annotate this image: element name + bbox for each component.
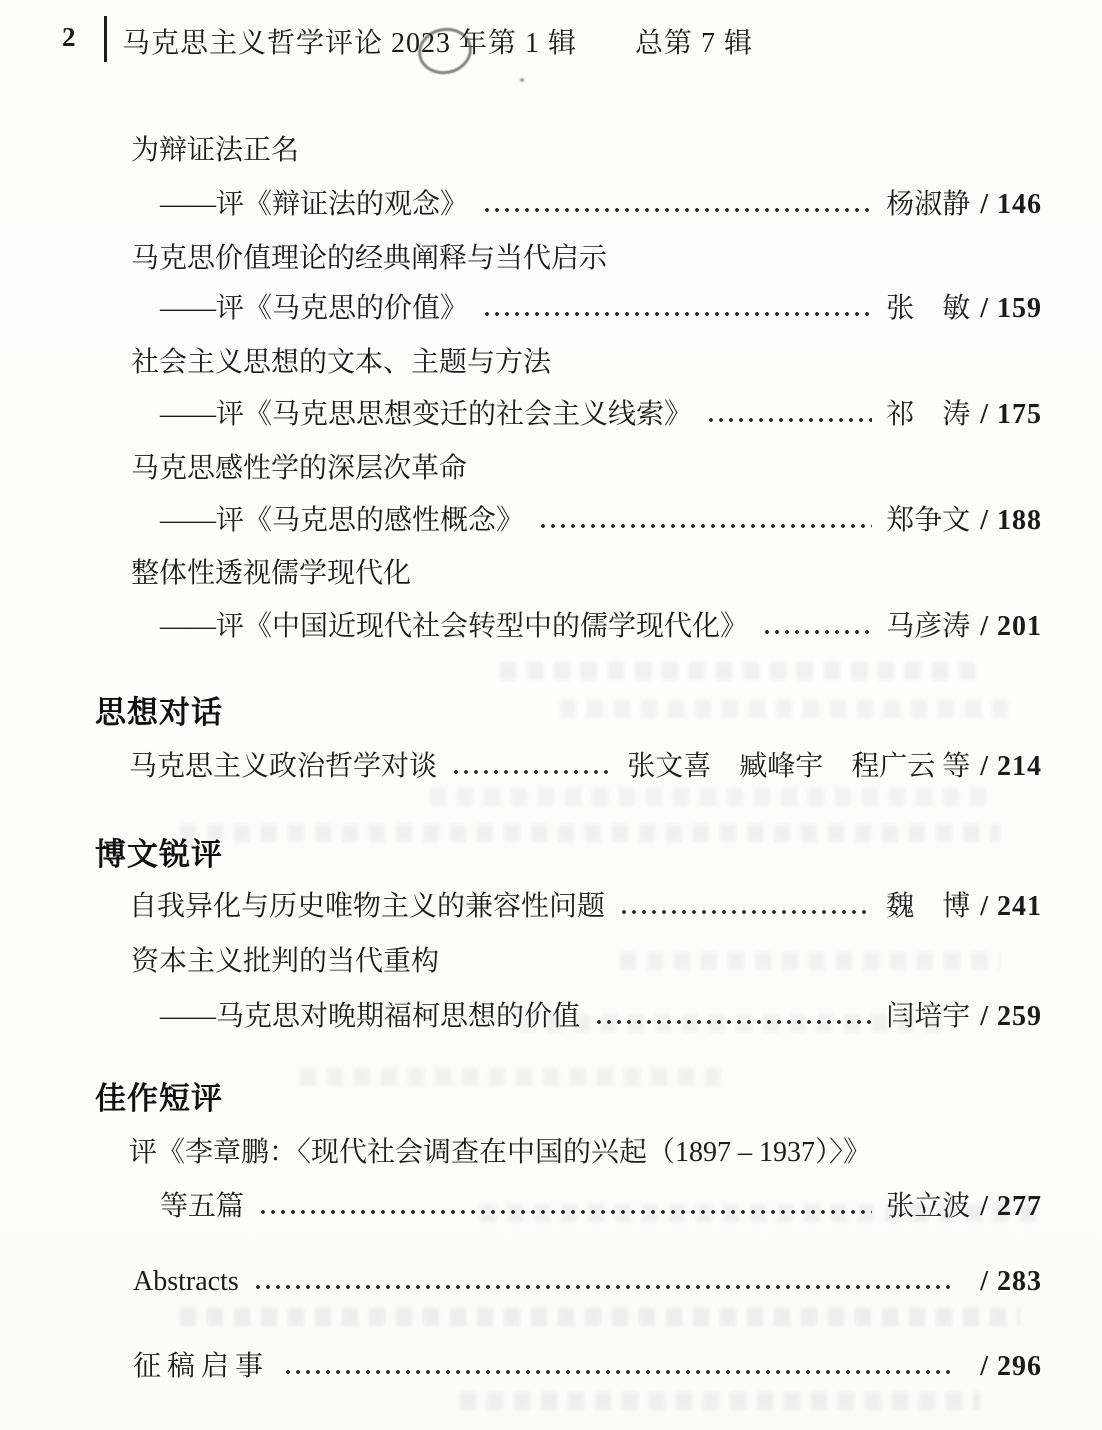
toc-article-subtitle: [160, 608, 1042, 646]
toc-article-title: [131, 943, 1042, 981]
dot-leader: [538, 522, 872, 530]
toc-page-ref: / 277: [980, 1191, 1042, 1222]
toc-section-heading: [95, 694, 223, 732]
toc-title-text: 社会主义思想的文本、主题与方法: [131, 347, 552, 378]
toc-abstracts-entry: [133, 1263, 1042, 1301]
toc-article-subtitle: [160, 998, 1042, 1036]
toc-author: 祁 涛: [886, 399, 971, 430]
toc-article-title: [131, 240, 1042, 278]
toc-call-for-papers-entry: [133, 1348, 1042, 1386]
toc-author: 郑争文: [886, 505, 971, 536]
dot-leader: [619, 908, 872, 916]
toc-page-ref: / 146: [980, 189, 1042, 220]
toc-article-title: [131, 344, 1042, 382]
dot-leader: [482, 310, 872, 318]
toc-author: 张 敏: [886, 293, 971, 324]
toc-section-text: 博文锐评: [95, 837, 223, 872]
toc-article-title: [129, 1134, 1042, 1172]
bleedthrough-artifact: [180, 1308, 1020, 1326]
dot-leader: [258, 1208, 872, 1216]
toc-article-subtitle: [160, 1188, 1042, 1226]
toc-page-ref: / 188: [980, 505, 1042, 536]
toc-title-text: 为辩证法正名: [131, 135, 300, 166]
toc-article-title: [131, 132, 1042, 170]
dot-leader: [706, 416, 872, 424]
toc-section-text: 思想对话: [95, 695, 223, 730]
header-divider-rule: [104, 16, 107, 62]
toc-subtitle-text: ——评《马克思的价值》: [160, 293, 469, 324]
toc-title-text: 整体性透视儒学现代化: [131, 558, 412, 589]
toc-article-title: [131, 555, 1042, 593]
dot-leader: [762, 628, 872, 636]
toc-title-text: 资本主义批判的当代重构: [131, 946, 440, 977]
toc-page-ref: / 296: [980, 1351, 1042, 1382]
journal-title: 马克思主义哲学评论 2023 年第 1 辑 总第 7 辑: [122, 28, 754, 59]
toc-subtitle-text: ——评《辩证法的观念》: [160, 189, 469, 220]
toc-title-text: 自我异化与历史唯物主义的兼容性问题: [129, 891, 606, 922]
toc-author: 闫培宇: [886, 1001, 971, 1032]
toc-page-ref: / 201: [980, 611, 1042, 642]
toc-title-text: 马克思感性学的深层次革命: [131, 453, 468, 484]
bleedthrough-artifact: [180, 824, 1000, 842]
toc-article-title: [129, 888, 1042, 926]
toc-subtitle-text: ——马克思对晚期福柯思想的价值: [160, 1001, 581, 1032]
toc-article-subtitle: [160, 396, 1042, 434]
toc-subtitle-text: 等五篇: [160, 1191, 245, 1222]
toc-page-ref: / 283: [980, 1266, 1042, 1297]
toc-article-subtitle: [160, 186, 1042, 224]
dot-leader: [482, 206, 872, 214]
bleedthrough-artifact: [560, 700, 1010, 718]
toc-title-text: 马克思主义政治哲学对谈: [129, 751, 438, 782]
toc-article-title: [131, 450, 1042, 488]
toc-page-ref: / 175: [980, 399, 1042, 430]
toc-section-heading: [95, 836, 223, 874]
toc-section-text: 佳作短评: [95, 1081, 223, 1116]
dot-leader: [253, 1283, 956, 1291]
toc-title-text: Abstracts: [133, 1266, 239, 1297]
toc-author: 杨淑静: [886, 189, 971, 220]
toc-page-ref: / 259: [980, 1001, 1042, 1032]
toc-page-ref: / 241: [980, 891, 1042, 922]
dot-leader: [594, 1018, 872, 1026]
bleedthrough-artifact: [500, 662, 980, 680]
bleedthrough-artifact: [460, 1392, 980, 1410]
toc-subtitle-text: ——评《马克思思想变迁的社会主义线索》: [160, 399, 693, 430]
page-number: 2: [62, 22, 76, 52]
toc-page-ref: / 214: [980, 751, 1042, 782]
bleedthrough-artifact: [300, 1068, 720, 1086]
toc-author: 马彦涛: [886, 611, 971, 642]
toc-subtitle-text: ——评《中国近现代社会转型中的儒学现代化》: [160, 611, 749, 642]
bleedthrough-artifact: [430, 788, 990, 806]
toc-article-subtitle: [160, 502, 1042, 540]
toc-title-text: 征稿启事: [133, 1351, 270, 1382]
toc-section-heading: [95, 1080, 223, 1118]
toc-article-title: [129, 748, 1042, 786]
toc-title-text: 马克思价值理论的经典阐释与当代启示: [131, 243, 608, 274]
toc-article-subtitle: [160, 290, 1042, 328]
dot-leader: [283, 1368, 956, 1376]
toc-page-ref: / 159: [980, 293, 1042, 324]
toc-author: 张立波: [886, 1191, 971, 1222]
toc-title-text: 评《李章鹏：〈现代社会调查在中国的兴起（1897 – 1937）〉》: [129, 1137, 872, 1168]
running-head: [0, 16, 1102, 68]
dot-leader: [451, 768, 613, 776]
toc-subtitle-text: ——评《马克思的感性概念》: [160, 505, 525, 536]
toc-author: 魏 博: [886, 891, 971, 922]
scan-smudge-dot: [520, 78, 524, 82]
toc-author: 张文喜 臧峰宇 程广云 等: [627, 751, 971, 782]
